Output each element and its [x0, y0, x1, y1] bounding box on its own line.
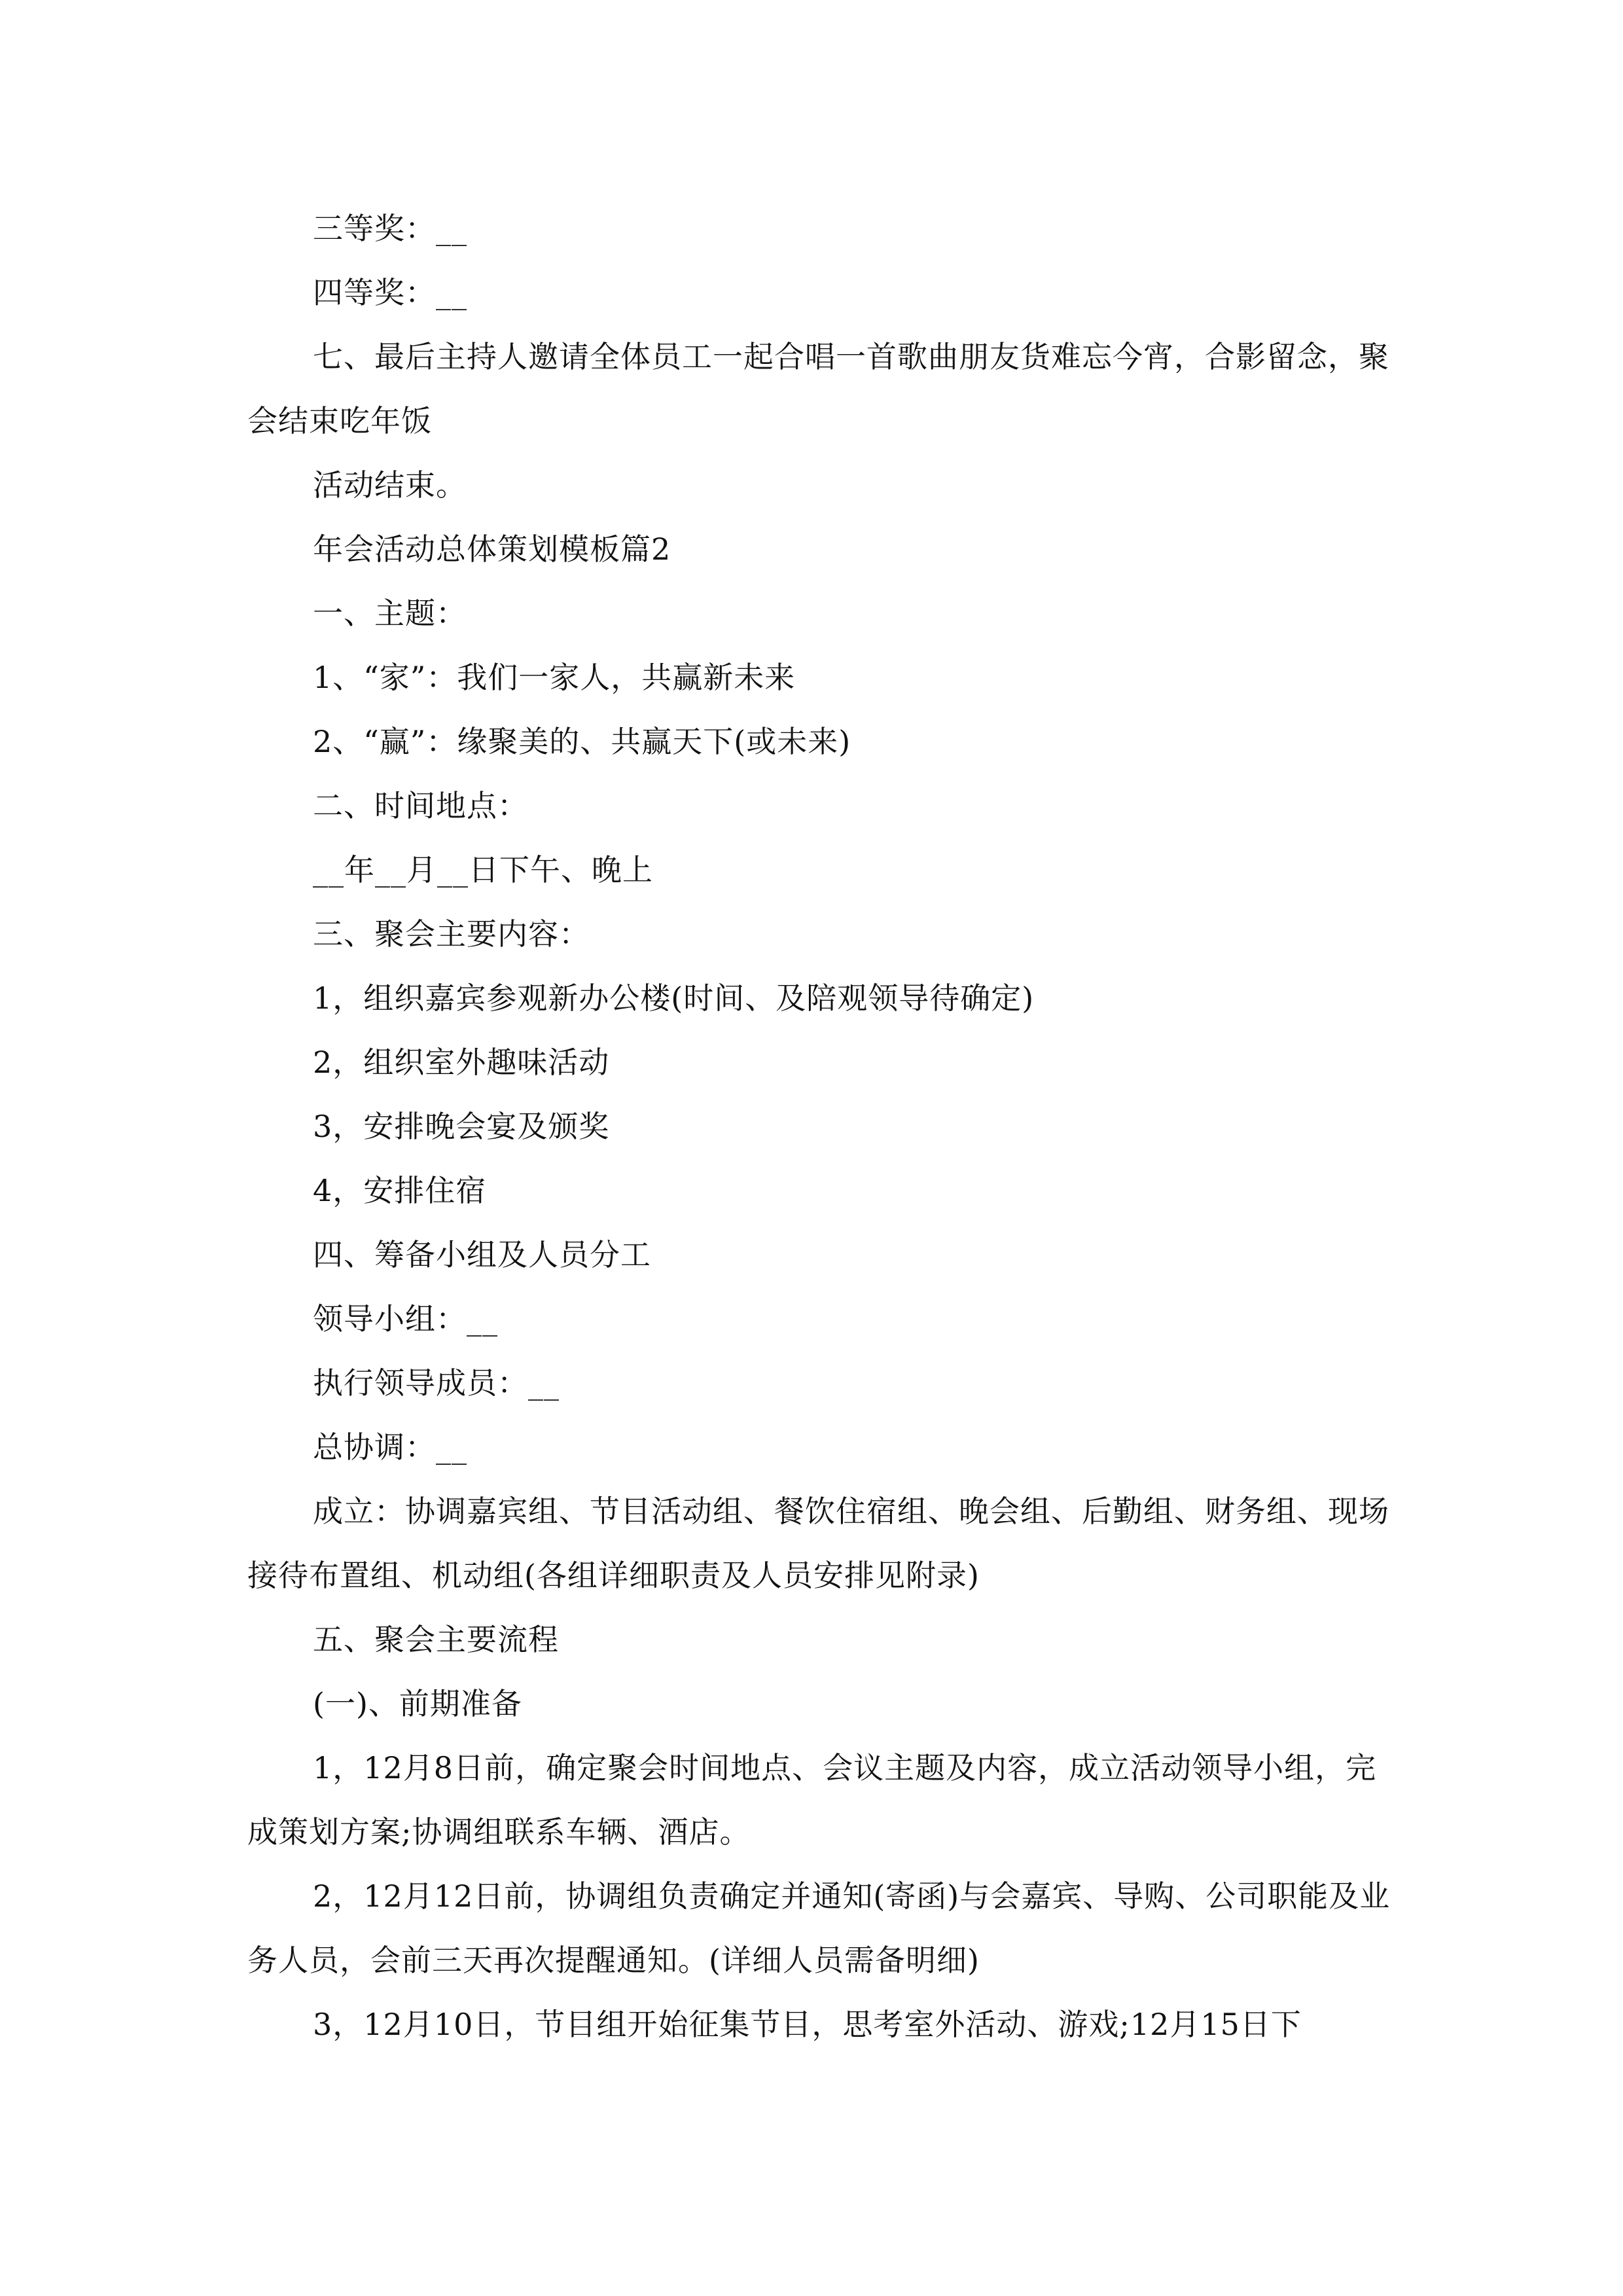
paragraph: 1，12月8日前，确定聚会时间地点、会议主题及内容，成立活动领导小组，完成策划方案;协调组联系车辆、酒店。	[247, 1750, 1377, 1850]
heading: 四、筹备小组及人员分工	[313, 1237, 651, 1272]
paragraph: 3，12月10日，节目组开始征集节目，思考室外活动、游戏;12月15日下	[313, 2007, 1302, 2042]
subheading: (一)、前期准备	[313, 1686, 522, 1721]
section-title: 年会活动总体策划模板篇2	[313, 531, 671, 567]
heading: 三、聚会主要内容：	[313, 916, 590, 952]
paragraph: 活动结束。	[313, 467, 467, 503]
paragraph: __年__月__日下午、晚上	[313, 852, 653, 888]
paragraph: 2，组织室外趣味活动	[313, 1045, 610, 1080]
paragraph: 七、最后主持人邀请全体员工一起合唱一首歌曲朋友货难忘今宵，合影留念，聚会结束吃年饭	[247, 339, 1389, 439]
paragraph: 四等奖：__	[313, 275, 467, 310]
paragraph: 2，12月12日前，协调组负责确定并通知(寄函)与会嘉宾、导购、公司职能及业务人员，会前三天再次提醒通知。(详细人员需备明细)	[247, 1878, 1391, 1978]
paragraph: 4，安排住宿	[313, 1173, 487, 1208]
paragraph: 三等奖：__	[313, 211, 467, 246]
paragraph: 执行领导成员：__	[313, 1365, 560, 1401]
paragraph: 3，安排晚会宴及颁奖	[313, 1109, 610, 1144]
paragraph: 1，组织嘉宾参观新办公楼(时间、及陪观领导待确定)	[313, 980, 1035, 1016]
heading: 五、聚会主要流程	[313, 1622, 559, 1657]
heading: 二、时间地点：	[313, 788, 528, 823]
paragraph: 成立：协调嘉宾组、节目活动组、餐饮住宿组、晚会组、后勤组、财务组、现场接待布置组、机动组(各组详细职责及人员安排见附录)	[247, 1494, 1389, 1593]
document-body	[247, 196, 1399, 2056]
paragraph: 2、“赢”：缘聚美的、共赢天下(或未来)	[313, 724, 851, 759]
paragraph: 1、“家”：我们一家人，共赢新未来	[313, 660, 796, 695]
paragraph: 领导小组：__	[313, 1301, 498, 1336]
heading: 一、主题：	[313, 596, 467, 631]
paragraph: 总协调：__	[313, 1429, 467, 1465]
